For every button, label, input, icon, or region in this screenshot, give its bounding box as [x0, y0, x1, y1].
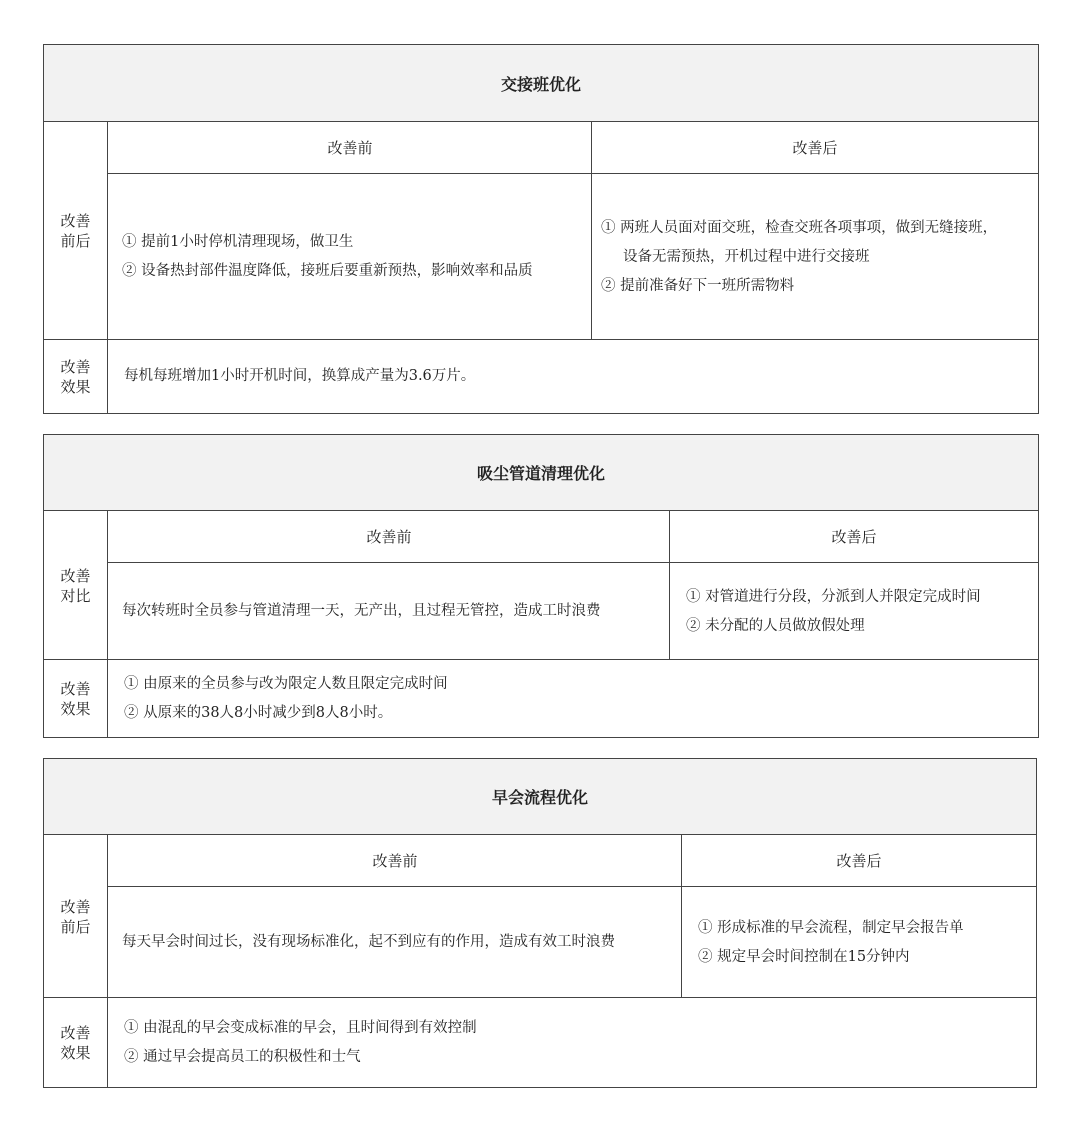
- before-line: ② 设备热封部件温度降低，接班后要重新预热，影响效率和品质: [122, 263, 533, 279]
- before-line: 每次转班时全员参与管道清理一天，无产出，且过程无管控，造成工时浪费: [122, 603, 601, 619]
- before-header: 改善前: [108, 511, 670, 563]
- table-title: 早会流程优化: [44, 759, 1036, 835]
- effect-line: ① 由混乱的早会变成标准的早会，且时间得到有效控制: [124, 1019, 477, 1036]
- table-duct-cleaning-optimization: [43, 434, 1039, 738]
- side-label-effect: [44, 660, 108, 737]
- side-label-text: 改善效果: [60, 1023, 91, 1062]
- effect-content: [108, 998, 1036, 1087]
- before-header: 改善前: [108, 122, 592, 174]
- after-line: ① 形成标准的早会流程，制定早会报告单: [698, 919, 964, 936]
- after-line: ① 两班人员面对面交班，检查交班各项事项，做到无缝接班，: [601, 219, 998, 236]
- after-line: ② 提前准备好下一班所需物料: [601, 277, 795, 294]
- before-content: [108, 887, 682, 998]
- effect-content: [108, 340, 1038, 413]
- before-line: ① 提前1小时停机清理现场，做卫生: [122, 234, 354, 250]
- side-label-text: 改善前后: [60, 212, 91, 250]
- after-content: [592, 174, 1038, 340]
- effect-line: ① 由原来的全员参与改为限定人数且限定完成时间: [124, 675, 448, 692]
- side-label-effect: [44, 998, 108, 1087]
- side-label-text: 改善效果: [60, 357, 91, 396]
- before-content: [108, 174, 592, 340]
- side-label-compare: [44, 835, 108, 998]
- table-morning-meeting-optimization: [43, 758, 1037, 1088]
- effect-line: ② 通过早会提高员工的积极性和士气: [124, 1048, 361, 1065]
- side-label-effect: [44, 340, 108, 413]
- effect-content: [108, 660, 1038, 737]
- after-line: ① 对管道进行分段，分派到人并限定完成时间: [686, 588, 981, 605]
- side-label-text: 改善前后: [60, 897, 91, 936]
- after-content: [670, 563, 1038, 660]
- side-label-text: 改善效果: [60, 679, 91, 718]
- after-line: ② 规定早会时间控制在15分钟内: [698, 948, 910, 965]
- after-line: 设备无需预热，开机过程中进行交接班: [623, 248, 870, 265]
- after-content: [682, 887, 1036, 998]
- side-label-compare: [44, 511, 108, 660]
- side-label-text: 改善对比: [60, 566, 91, 605]
- table-title: 交接班优化: [44, 45, 1038, 122]
- before-line: 每天早会时间过长，没有现场标准化，起不到应有的作用，造成有效工时浪费: [122, 934, 615, 950]
- after-header: 改善后: [682, 835, 1036, 887]
- effect-line: 每机每班增加1小时开机时间，换算成产量为3.6万片。: [124, 368, 476, 384]
- before-content: [108, 563, 670, 660]
- table-title: 吸尘管道清理优化: [44, 435, 1038, 511]
- table-handover-optimization: [43, 44, 1039, 414]
- side-label-compare: [44, 122, 108, 340]
- effect-line: ② 从原来的38人8小时减少到8人8小时。: [124, 704, 393, 721]
- after-line: ② 未分配的人员做放假处理: [686, 617, 865, 634]
- before-header: 改善前: [108, 835, 682, 887]
- after-header: 改善后: [670, 511, 1038, 563]
- after-header: 改善后: [592, 122, 1038, 174]
